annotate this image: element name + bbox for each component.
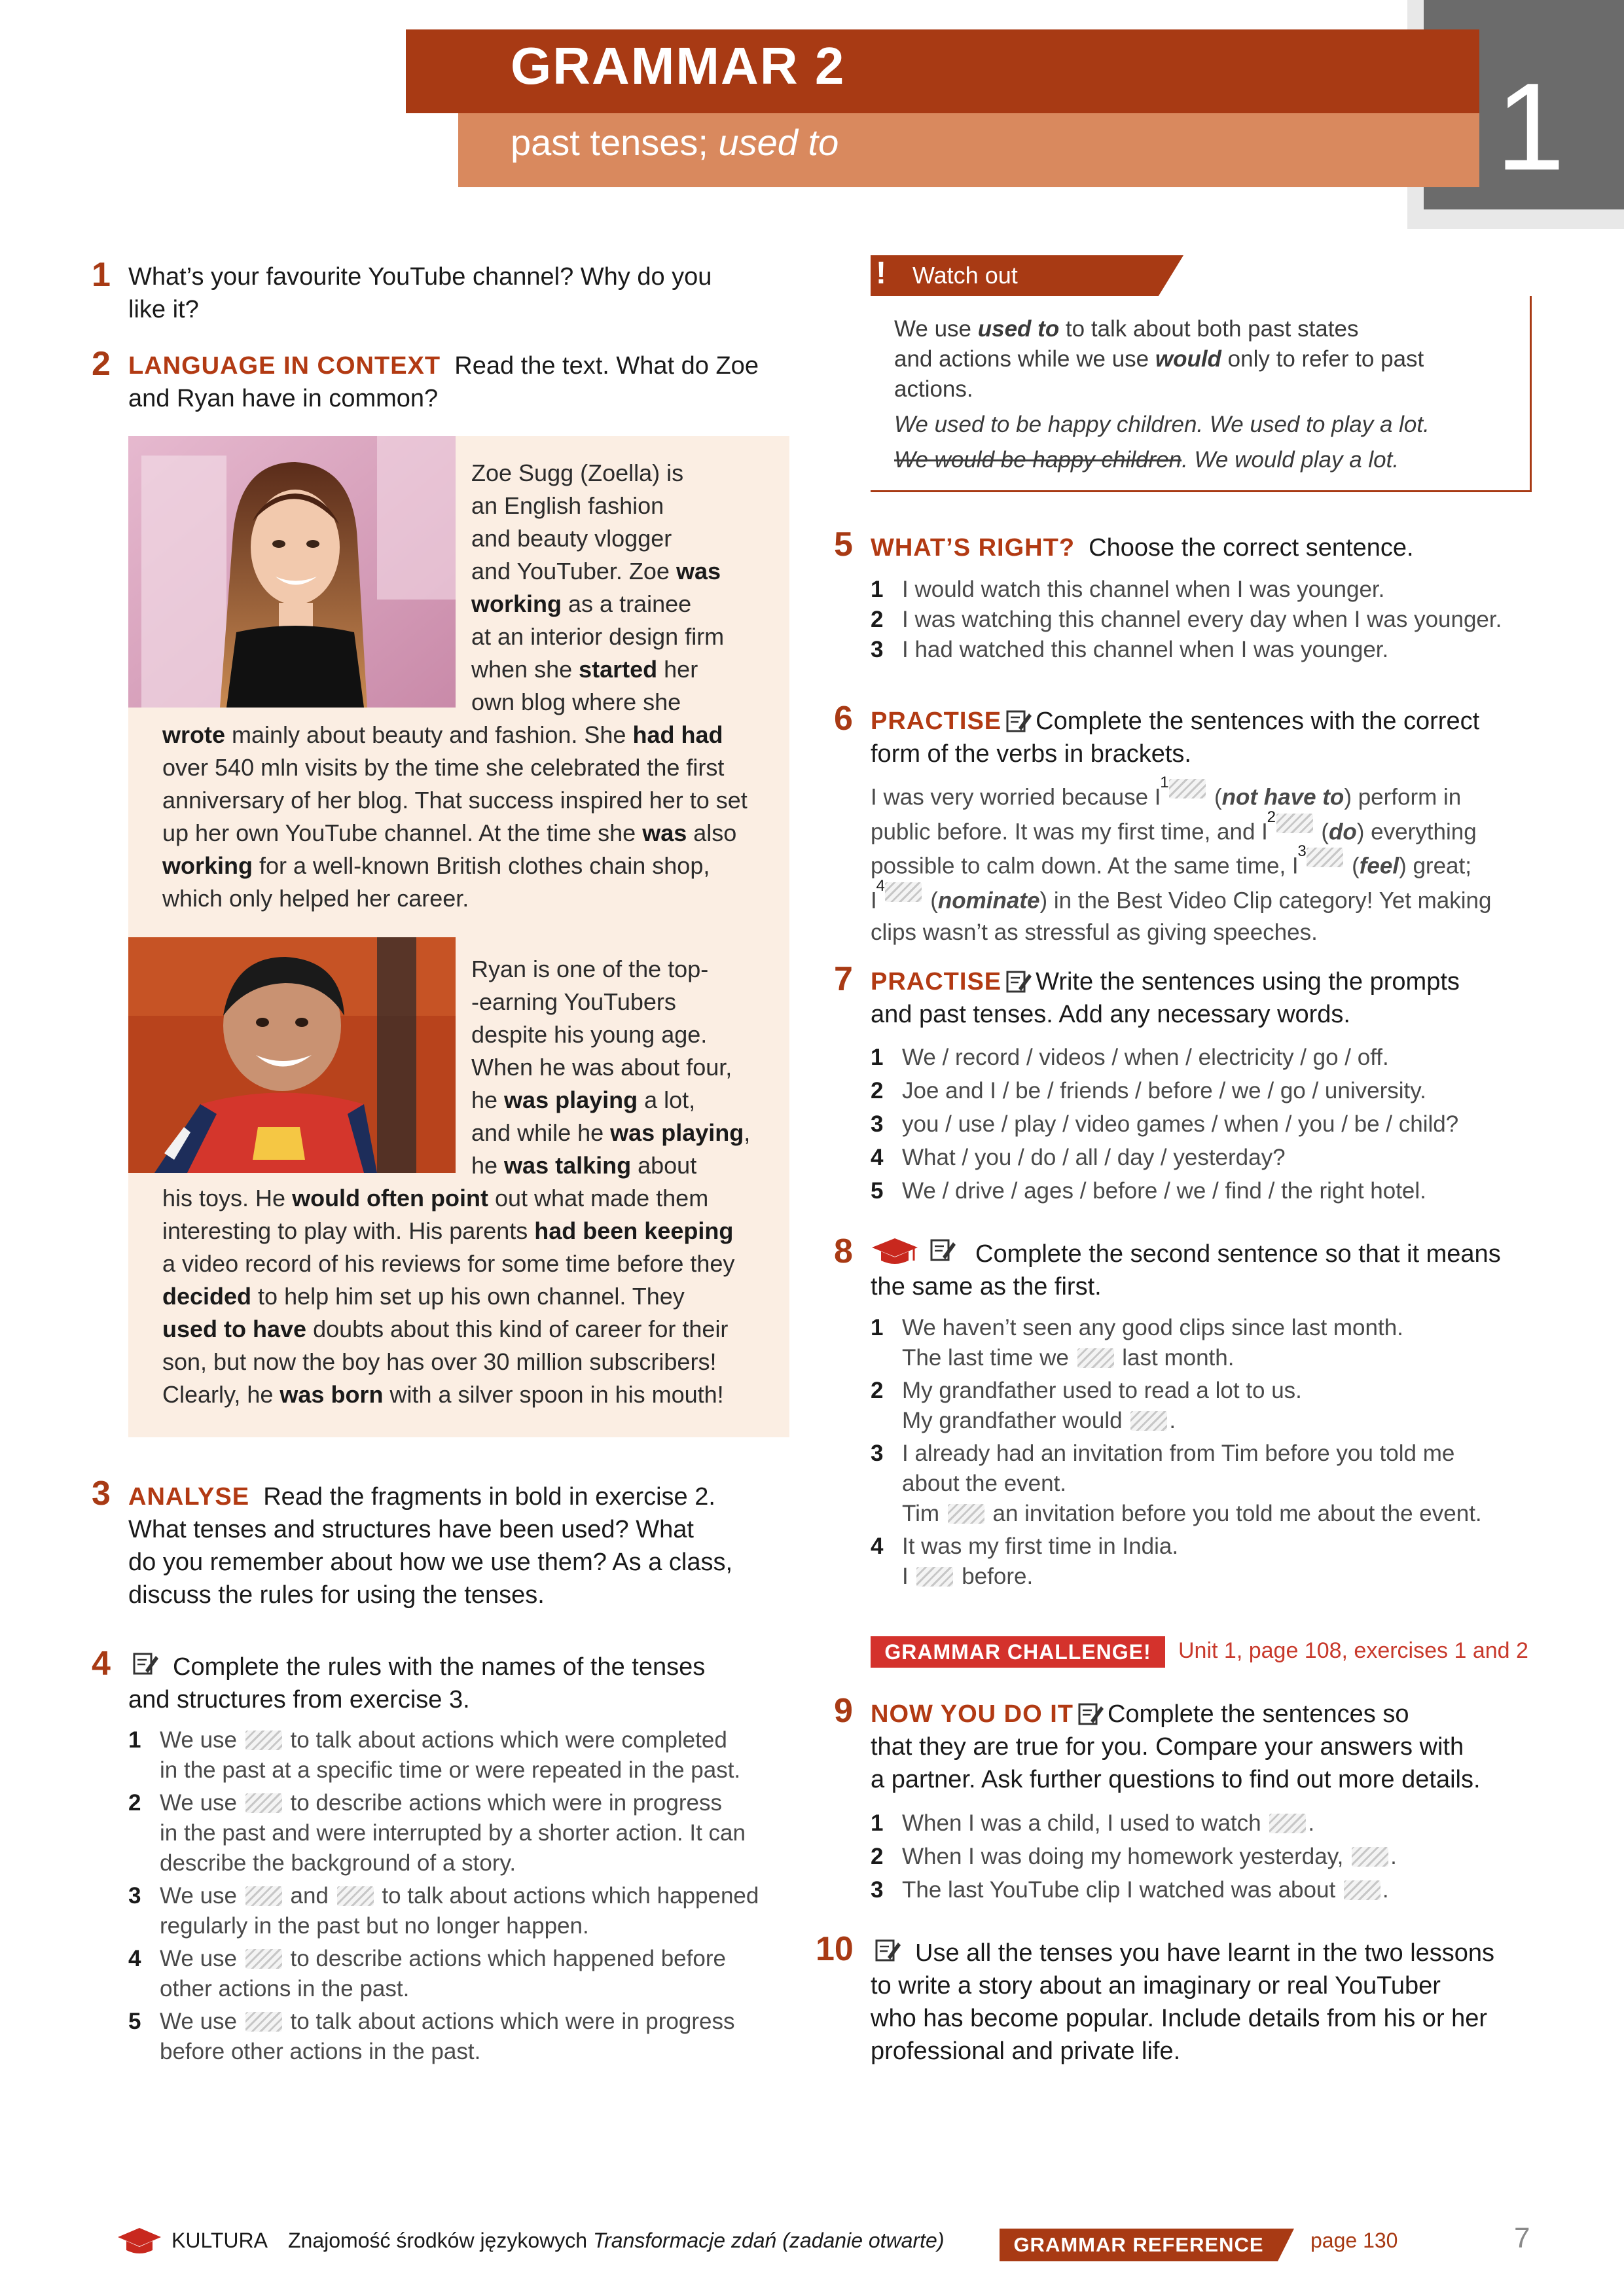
exercise-7-items <box>871 1041 1532 1208</box>
list-item: 4 What / you / do / all / day / yesterday? <box>871 1145 1286 1170</box>
exercise-number: 9 <box>834 1692 853 1730</box>
list-item: 1 We use to talk about actions which were completed <box>128 1727 727 1753</box>
list-item: 3 I already had an invitation from Tim before you told me <box>871 1441 1455 1466</box>
list-item: 2 When I was doing my homework yesterday, . <box>871 1844 1397 1869</box>
exercise-8-items: 1 We haven’t seen any good clips since last month. The last time we last month. 2 My grandfather used to read a lot to us. My grandfather would . 3 I already had an invitation from Tim before you told me about the event. Tim an invitation before you told me about the event. 4 It was my first time in India. I before. <box>871 1313 1532 1592</box>
grammar-reference-badge[interactable]: GRAMMAR REFERENCE <box>1013 2233 1264 2256</box>
list-item: 5 We use to talk about actions which were in progress <box>128 2009 735 2034</box>
list-item: 2 Joe and I / be / friends / before / we / go / university. <box>871 1078 1426 1103</box>
list-item[interactable]: 3 I had watched this channel when I was younger. <box>871 637 1389 662</box>
list-item: 5 We / drive / ages / before / we / find / the right hotel. <box>871 1178 1426 1204</box>
exercise-10-instruction: Use all the tenses you have learnt in the two lessons to write a story about an imaginary or real YouTuber who has become popular. Include details from his or her professional and private life. <box>871 1939 1495 2065</box>
exercise-6-text: I was very worried because I $^1$ (not have to) perform in public before. It was my first time, and I $^2$ (do) everything possible to calm down. At the same time, I $^3$ (feel) great; I $^4$ (nominate) in the Best Video Clip category! Yet making clips wasn’t as stressful as giving speeches. <box>871 774 1492 945</box>
list-item[interactable]: 1 I would watch this channel when I was younger. <box>871 577 1385 602</box>
exercise-5-items <box>871 575 1532 665</box>
writing-icon <box>1005 969 1032 994</box>
grammar-challenge-link[interactable]: Unit 1, page 108, exercises 1 and 2 <box>1178 1638 1528 1663</box>
list-item[interactable]: 2 I was watching this channel every day when I was younger. <box>871 607 1502 632</box>
exercise-number: 6 <box>834 700 853 738</box>
exercise-6-instruction: PRACTISE Complete the sentences with the correct form of the verbs in brackets. <box>871 708 1480 768</box>
exercise-8-instruction: Complete the second sentence so that it means the same as the first. <box>871 1240 1501 1300</box>
zoe-text-lower: wrote mainly about beauty and fashion. She had had over 540 mln visits by the time she celebrated the first anniversary of her blog. That success inspired her to set up her own YouTube channel. At the time she was also working for a well-known British clothes chain shop, which only helped her career. <box>162 721 748 912</box>
exercise-number: 1 <box>92 256 111 294</box>
exercise-number: 2 <box>92 345 111 383</box>
answer-gap[interactable] <box>245 2012 282 2032</box>
list-item: 1 We / record / videos / when / electricity / go / off. <box>871 1045 1389 1070</box>
footer-brand: KULTURA <box>171 2229 268 2252</box>
exercise-5-instruction: WHAT’S RIGHT? Choose the correct sentence. <box>871 534 1414 562</box>
list-item: 2 My grandfather used to read a lot to us. <box>871 1378 1302 1403</box>
exercise-2-instruction: LANGUAGE IN CONTEXT Read the text. What do Zoe and Ryan have in common? <box>128 352 759 412</box>
ryan-photo <box>128 937 456 1173</box>
list-item: 2 We use to describe actions which were in progress <box>128 1790 722 1816</box>
exercise-1-question: What’s your favourite YouTube channel? Why do you like it? <box>128 263 712 323</box>
exercise-7-instruction: PRACTISE Write the sentences using the prompts and past tenses. Add any necessary words. <box>871 968 1460 1028</box>
page-number: 7 <box>1514 2222 1530 2254</box>
answer-gap[interactable] <box>1344 1880 1380 1900</box>
answer-gap[interactable] <box>1130 1411 1167 1431</box>
grammar-reference-page[interactable]: page 130 <box>1310 2229 1398 2252</box>
list-item: 4 It was my first time in India. <box>871 1534 1179 1559</box>
unit-number: 1 <box>1496 58 1565 196</box>
list-item: 4 We use to describe actions which happened before <box>128 1946 726 1971</box>
exclamation-icon: ! <box>876 256 886 291</box>
answer-gap[interactable] <box>916 1567 953 1587</box>
answer-gap[interactable] <box>1077 1348 1114 1368</box>
answer-gap[interactable] <box>245 1793 282 1813</box>
exercise-9-instruction: NOW YOU DO IT Complete the sentences so that they are true for you. Compare your answers with a partner. Ask further questions to find out more details. <box>871 1700 1481 1793</box>
exercise-number: 7 <box>834 960 853 998</box>
answer-gap[interactable] <box>1352 1847 1388 1867</box>
exercise-number: 4 <box>92 1645 111 1683</box>
exercise-9-items <box>871 1806 1532 1907</box>
graduation-cap-icon <box>117 2225 162 2258</box>
exercise-4-instruction: Complete the rules with the names of the tenses and structures from exercise 3. <box>128 1653 706 1713</box>
watch-out-text: We use used to to talk about both past states and actions while we use would only to refer to past actions. We used to be happy children. We used to play a lot. We would be happy children. We would play a lot. <box>894 316 1430 473</box>
zoe-text-upper: Zoe Sugg (Zoella) is an English fashion and beauty vlogger and YouTuber. Zoe was working as a trainee at an interior design firm when she started her own blog where she <box>471 459 725 715</box>
list-item: 3 you / use / play / video games / when / you / be / child? <box>871 1111 1459 1137</box>
footer-description: Znajomość środków językowych Transformacje zdań (zadanie otwarte) <box>288 2229 945 2252</box>
answer-gap[interactable] <box>245 1731 282 1750</box>
list-item: 3 We use and to talk about actions which happened <box>128 1883 759 1909</box>
grammar-challenge-badge: GRAMMAR CHALLENGE! <box>871 1636 1165 1668</box>
exercise-number: 3 <box>92 1475 111 1513</box>
exercise-3-instruction: ANALYSE Read the fragments in bold in exercise 2. What tenses and structures have been used? What do you remember about how we use them? As a class, discuss the rules for using the tenses. <box>128 1483 733 1609</box>
page-title: GRAMMAR 2 <box>511 37 846 95</box>
answer-gap[interactable] <box>948 1504 984 1524</box>
answer-gap[interactable] <box>337 1886 374 1906</box>
watch-out-label: Watch out <box>912 262 1018 289</box>
exercise-number: 8 <box>834 1232 853 1270</box>
ryan-text-lower: his toys. He would often point out what made them interesting to play with. His parents had been keeping a video record of his reviews for some time before they decided to help him set up his own channel. They used to have doubts about this kind of career for their son, but now the boy has over 30 million subscribers! Clearly, he was born with a silver spoon in his mouth! <box>162 1185 735 1408</box>
writing-icon <box>1077 1701 1104 1726</box>
exercise-number: 5 <box>834 526 853 564</box>
list-item: 1 We haven’t seen any good clips since last month. <box>871 1315 1403 1340</box>
page-subtitle: past tenses; used to <box>511 122 839 163</box>
ryan-text-upper: Ryan is one of the top- -earning YouTubers despite his young age. When he was about four, he was playing a lot, and while he was playing, he was talking about <box>471 956 751 1179</box>
zoe-photo <box>128 436 456 708</box>
answer-gap[interactable] <box>245 1886 282 1906</box>
exercise-4-items: 1 We use to talk about actions which were completed in the past at a specific time or were repeated in the past. 2 We use to describe actions which were in progress in the past and were interrupted by a shorter action. It can describe the background of a story. 3 We use and to talk about actions which happened regularly in the past but no longer happen. 4 We use to describe actions which happened before other actions in the past. 5 We use to talk about actions which were in progress before other actions in the past. <box>128 1725 809 2067</box>
answer-gap[interactable] <box>1269 1814 1306 1833</box>
answer-gap[interactable] <box>245 1949 282 1969</box>
exercise-number: 10 <box>816 1930 854 1968</box>
list-item: 1 When I was a child, I used to watch . <box>871 1810 1315 1836</box>
list-item: 3 The last YouTube clip I watched was about . <box>871 1877 1389 1903</box>
writing-icon <box>1005 708 1032 733</box>
